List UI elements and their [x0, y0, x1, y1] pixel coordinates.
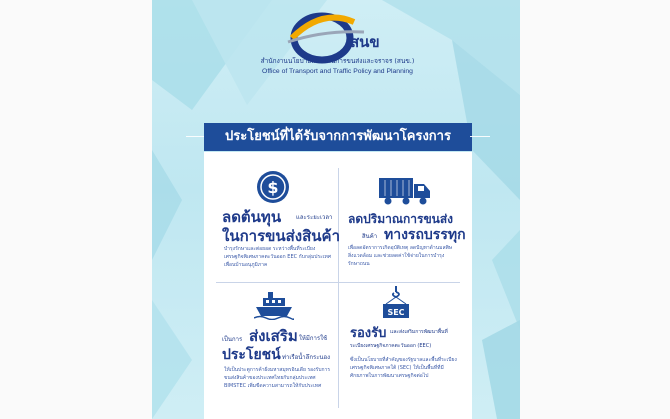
sec-hook-icon: [378, 286, 414, 320]
infographic-poster: [152, 0, 520, 419]
svg-text:$: $: [267, 178, 279, 197]
org-name-english: Office of Transport and Traffic Policy and Planning: [262, 68, 413, 75]
brand-name: สนข: [350, 33, 380, 51]
ship-icon: [254, 290, 294, 320]
left-margin: [0, 0, 152, 419]
sec-badge: SEC: [387, 308, 405, 317]
right-margin: [520, 0, 670, 419]
banner-line-left: [186, 136, 206, 137]
benefit-3-subtitle-small: ท่าเรือน้ำลึกระนอง: [282, 354, 331, 361]
benefits-banner: ประโยชน์ที่ได้รับจากการพัฒนาโครงการ: [204, 123, 472, 151]
vertical-divider: [338, 168, 339, 408]
horizontal-divider: [216, 282, 460, 283]
benefit-2-title-small: สินค้า: [362, 233, 378, 240]
benefit-4-subtitle-small: ระเบียงเศรษฐกิจภาคตะวันออก (EEC): [350, 343, 432, 349]
benefit-3-title-prefix: เป็นการ: [222, 336, 243, 343]
org-name-thai: สำนักงานนโยบายและแผนการขนส่งและจราจร (สนข.): [260, 57, 415, 65]
banner-line-right: [470, 136, 490, 137]
benefit-1-title: ลดต้นทุน: [222, 208, 282, 226]
benefit-2-subtitle: ทางรถบรรทุก: [384, 227, 466, 243]
benefit-3-subtitle: ประโยชน์: [222, 347, 281, 363]
benefit-4-description: ซึ่งเป็นนโยบายที่สำคัญของรัฐบาลและพื้นที่ระเบียงเศรษฐกิจพิเศษภาคใต้ (SEC) ให้เป็นพื้นที่ที่มีศักยภาพในการพัฒนาเศรษฐกิจต่อไป: [350, 357, 457, 379]
benefit-1-subtitle: ในการขนส่งสินค้า: [222, 227, 340, 245]
benefit-1-description: บำรุงรักษาและต่อยอด ระหว่างพื้นที่ระเบียงเศรษฐกิจพิเศษภาคตะวันออก EEC กับกลุ่มประเทศเพื่อนบ้านอนุภูมิภาค: [224, 246, 331, 268]
benefit-4-title-small: และส่งเสริมการพัฒนาพื้นที่: [390, 329, 448, 335]
benefit-2-description: เพื่อลดอัตราการเกิดอุบัติเหตุ ลดปัญหาด้านมลพิษสิ่งแวดล้อม และช่วยลดค่าใช้จ่ายในการบำรุงรักษาถนน: [348, 245, 453, 267]
benefit-2-title: ลดปริมาณการขนส่ง: [348, 212, 454, 226]
dollar-coin-icon: [256, 170, 290, 204]
benefit-3-title: ส่งเสริม: [249, 327, 298, 345]
benefit-3-description: ให้เป็นประตูการค้าฝั่งมหาสมุทรอินเดีย รองรับการขนส่งสินค้าของประเทศไทยกับกลุ่มประเทศ BIMSTEC เพิ่มขีดความสามารถให้กับประเทศ: [224, 367, 331, 389]
benefit-4-title: รองรับ: [350, 326, 387, 341]
benefit-1-title-small: และระยะเวลา: [296, 214, 333, 221]
benefit-3-title-small: ให้มีการใช้: [299, 335, 328, 342]
truck-icon: [378, 176, 432, 206]
